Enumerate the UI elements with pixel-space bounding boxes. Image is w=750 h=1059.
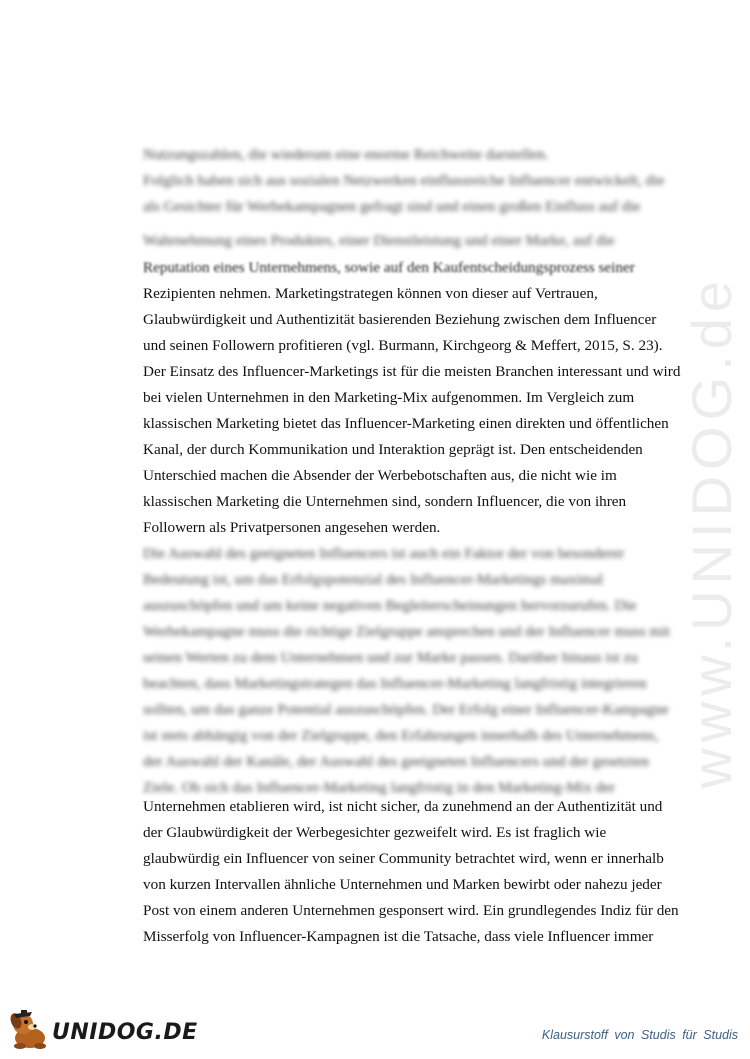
watermark: www.UNIDOG.de (680, 275, 743, 789)
text-line: beachten, dass Marketingstrategen das Influencer-Marketing langfristig integrieren (143, 675, 647, 692)
text-line: Rezipienten nehmen. Marketingstrategen können von dieser auf Vertrauen, (143, 285, 598, 302)
text-line: Misserfolg von Influencer-Kampagnen ist die Tatsache, dass viele Influencer immer (143, 928, 654, 945)
text-line: Glaubwürdigkeit und Authentizität basierenden Beziehung zwischen dem Influencer (143, 311, 657, 328)
dog-mascot-icon (6, 1008, 52, 1052)
text-line: seinen Werten zu dem Unternehmen und zur Marke passen. Darüber hinaus ist zu (143, 649, 638, 666)
text-line: Followern als Privatpersonen angesehen werden. (143, 519, 441, 536)
text-line: Wahrnehmung eines Produktes, einer Dienstleistung und einer Marke, auf die (143, 232, 615, 249)
text-line: Die Auswahl des geeigneten Influencers ist auch ein Faktor der von besonderer (143, 545, 625, 562)
paragraph-1 (143, 255, 681, 541)
text-line: Bedeutung ist, um das Erfolgspotenzial des Influencer-Marketings maximal (143, 571, 604, 588)
text-line: auszuschöpfen und um keine negativen Begleiterscheinungen hervorzurufen. Die (143, 597, 637, 614)
text-line: klassischen Marketing die Unternehmen sind, sondern Influencer, die von ihren (143, 493, 627, 510)
blurred-text-top-2 (143, 228, 663, 254)
text-line: Reputation eines Unternehmens, sowie auf den Kaufentscheidungsprozess seiner (143, 259, 635, 276)
text-line: Unterschied machen die Absender der Werbebotschaften aus, die nicht wie im (143, 467, 617, 484)
text-line: der Glaubwürdigkeit der Werbegesichter gezweifelt wird. Es ist fraglich wie (143, 824, 607, 841)
text-line: Kanal, der durch Kommunikation und Interaktion geprägt ist. Den entscheidenden (143, 441, 643, 458)
text-line: Nutzungszahlen, die wiederum eine enorme Reichweite darstellen. (143, 146, 549, 163)
text-line: Unternehmen etablieren wird, ist nicht sicher, da zunehmend an der Authentizität und (143, 798, 663, 815)
text-line: bei vielen Unternehmen in den Marketing-Mix aufgenommen. Im Vergleich zum (143, 389, 635, 406)
text-line: klassischen Marketing bietet das Influencer-Marketing einen direkten und öffentlichen (143, 415, 669, 432)
text-line: Folglich haben sich aus sozialen Netzwerken einflussreiche Influencer entwickelt, die (143, 172, 665, 189)
logo-text: UNIDOG.DE (52, 1020, 198, 1045)
blurred-text-middle (143, 541, 670, 801)
text-line: ist stets abhängig von der Zielgruppe, den Erfahrungen innerhalb des Unternehmens, (143, 727, 659, 744)
footer-tagline: Klausurstoff von Studis für Studis (541, 1028, 738, 1042)
text-line: der Auswahl der Kanäle, der Auswahl des geeigneten Influencers und der gesetzten (143, 753, 650, 770)
text-line: Post von einem anderen Unternehmen gesponsert wird. Ein grundlegendes Indiz für den (143, 902, 679, 919)
text-line: Ziele. Ob sich das Influencer-Marketing langfristig in den Marketing-Mix der (143, 779, 616, 796)
unidog-logo[interactable] (6, 1008, 198, 1052)
text-line: sollten, um das ganze Potential auszuschöpfen. Der Erfolg einer Influencer-Kampagne (143, 701, 669, 718)
text-line: und seinen Followern profitieren (vgl. Burmann, Kirchgeorg & Meffert, 2015, S. 23). (143, 337, 663, 354)
text-line: von kurzen Intervallen ähnliche Unternehmen und Marken bewirbt oder nahezu jeder (143, 876, 662, 893)
blurred-text-top (143, 142, 663, 220)
text-line: als Gesichter für Werbekampagnen gefragt sind und einen großen Einfluss auf die (143, 198, 641, 215)
text-line: Der Einsatz des Influencer-Marketings ist für die meisten Branchen interessant und wird (143, 363, 681, 380)
paragraph-2 (143, 794, 679, 950)
text-line: glaubwürdig ein Influencer von seiner Community betrachtet wird, wenn er innerhalb (143, 850, 664, 867)
text-line: Werbekampagne muss die richtige Zielgruppe ansprechen und der Influencer muss mit (143, 623, 670, 640)
